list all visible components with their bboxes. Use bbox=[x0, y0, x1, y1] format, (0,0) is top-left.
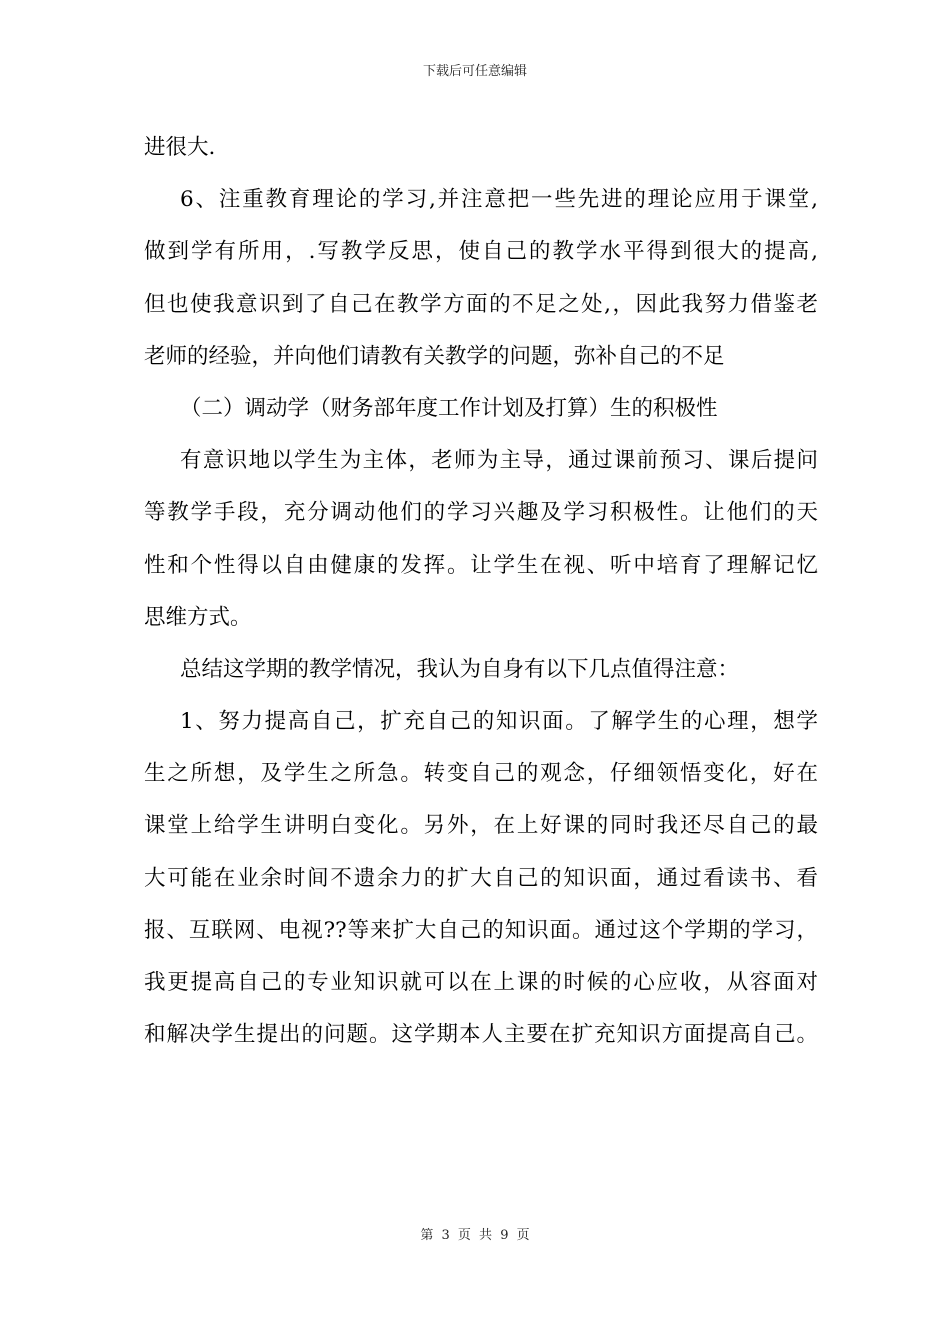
body-line: 大可能在业余时间不遗余力的扩大自己的知识面，通过看读书、看 bbox=[144, 865, 818, 891]
body-line: 进很大. bbox=[144, 135, 216, 160]
section-heading: （二）调动学（财务部年度工作计划及打算）生的积极性 bbox=[180, 395, 718, 421]
body-line: 老师的经验，并向他们请教有关教学的问题，弥补自己的不足 bbox=[144, 343, 725, 369]
page-header: 下载后可任意编辑 bbox=[422, 64, 527, 79]
body-line: 做到学有所用，.写教学反思，使自己的教学水平得到很大的提高, bbox=[144, 239, 818, 265]
body-line: 6、注重教育理论的学习,并注意把一些先进的理论应用于课堂, bbox=[180, 187, 818, 213]
body-line: 生之所想，及学生之所急。转变自己的观念，仔细领悟变化，好在 bbox=[144, 761, 818, 787]
body-line: 但也使我意识到了自己在教学方面的不足之处,，因此我努力借鉴老 bbox=[144, 291, 818, 317]
document-body bbox=[144, 122, 818, 1061]
body-line: 1、努力提高自己，扩充自己的知识面。了解学生的心理，想学 bbox=[180, 709, 818, 735]
body-line: 总结这学期的教学情况，我认为自身有以下几点值得注意： bbox=[180, 656, 740, 682]
body-line: 思维方式。 bbox=[144, 604, 252, 630]
body-line: 报、互联网、电视??等来扩大自己的知识面。通过这个学期的学习， bbox=[144, 917, 818, 943]
body-line: 性和个性得以自由健康的发挥。让学生在视、听中培育了理解记忆 bbox=[144, 552, 818, 578]
body-line: 有意识地以学生为主体，老师为主导，通过课前预习、课后提问 bbox=[180, 448, 818, 474]
page-footer: 第 3 页 共 9 页 bbox=[420, 1228, 530, 1243]
body-line: 和解决学生提出的问题。这学期本人主要在扩充知识方面提高自己。 bbox=[144, 1022, 818, 1048]
body-line: 等教学手段，充分调动他们的学习兴趣及学习积极性。让他们的天 bbox=[144, 500, 818, 526]
body-line: 课堂上给学生讲明白变化。另外，在上好课的同时我还尽自己的最 bbox=[144, 813, 818, 839]
body-line: 我更提高自己的专业知识就可以在上课的时候的心应收，从容面对 bbox=[144, 970, 818, 995]
